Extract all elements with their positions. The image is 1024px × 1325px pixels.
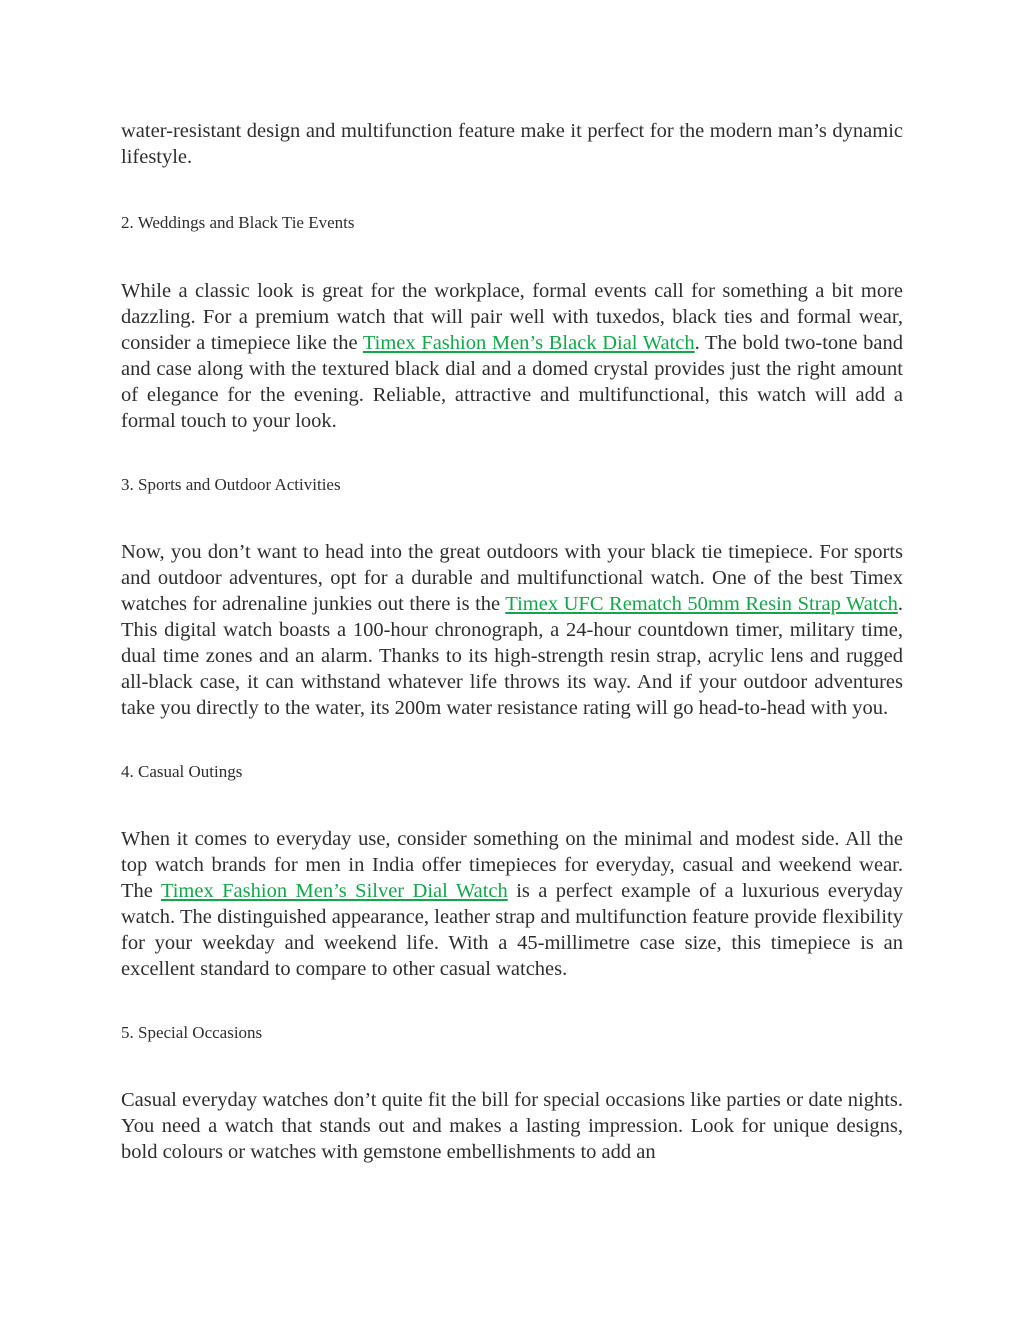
paragraph-text: water-resistant design and multifunction feature make it perfect for the modern man’s dynamic lifestyle.: [121, 120, 903, 168]
paragraph-text: Now, you don’t want to head into the great outdoors with your black tie timepiece. For sports and outdoor adventures, opt for a durable and multifunctional watch. One of the best Timex watches for adrenaline junkies out there is the: [121, 541, 903, 615]
paragraph-weddings: [121, 278, 903, 434]
paragraph-intro-continuation: [121, 118, 903, 170]
section-heading-casual: 4. Casual Outings: [121, 762, 243, 781]
paragraph-sports: [121, 539, 903, 721]
paragraph-special-occasions: [121, 1087, 903, 1165]
paragraph-text: When it comes to everyday use, consider something on the minimal and modest side. All the top watch brands for men in India offer timepieces for everyday, casual and weekend wear. The: [121, 828, 903, 902]
paragraph-casual: [121, 826, 903, 982]
paragraph-text: is a perfect example of a luxurious everyday watch. The distinguished appearance, leather strap and multifunction feature provide flexibility for your weekday and weekend life. With a 45-millimetre case size, this timepiece is an excellent standard to compare to other casual watches.: [121, 880, 903, 980]
section-heading-weddings: 2. Weddings and Black Tie Events: [121, 213, 355, 232]
paragraph-text: Casual everyday watches don’t quite fit the bill for special occasions like parties or date nights. You need a watch that stands out and makes a lasting impression. Look for unique designs, bold colours or watches with gemstone embellishments to add an: [121, 1089, 903, 1163]
link-timex-ufc-rematch-watch[interactable]: Timex UFC Rematch 50mm Resin Strap Watch: [505, 593, 898, 615]
link-timex-black-dial-watch[interactable]: Timex Fashion Men’s Black Dial Watch: [362, 332, 695, 354]
paragraph-text: . This digital watch boasts a 100-hour chronograph, a 24-hour countdown timer, military time, dual time zones and an alarm. Thanks to its high-strength resin strap, acrylic lens and rugged all-black case, it can withstand whatever life throws its way. And if your outdoor adventures take you directly to the water, its 200m water resistance rating will go head-to-head with you.: [121, 593, 903, 719]
section-heading-special-occasions: 5. Special Occasions: [121, 1023, 263, 1042]
document-page: [121, 118, 903, 1165]
section-heading-sports: 3. Sports and Outdoor Activities: [121, 475, 341, 494]
link-timex-silver-dial-watch[interactable]: Timex Fashion Men’s Silver Dial Watch: [160, 880, 508, 902]
paragraph-text: . The bold two-tone band and case along with the textured black dial and a domed crystal provides just the right amount of elegance for the evening. Reliable, attractive and multifunctional, this watch will add a formal touch to your look.: [121, 332, 904, 432]
paragraph-text: While a classic look is great for the workplace, formal events call for something a bit more dazzling. For a premium watch that will pair well with tuxedos, black ties and formal wear, consider a timepiece like the: [121, 280, 903, 354]
